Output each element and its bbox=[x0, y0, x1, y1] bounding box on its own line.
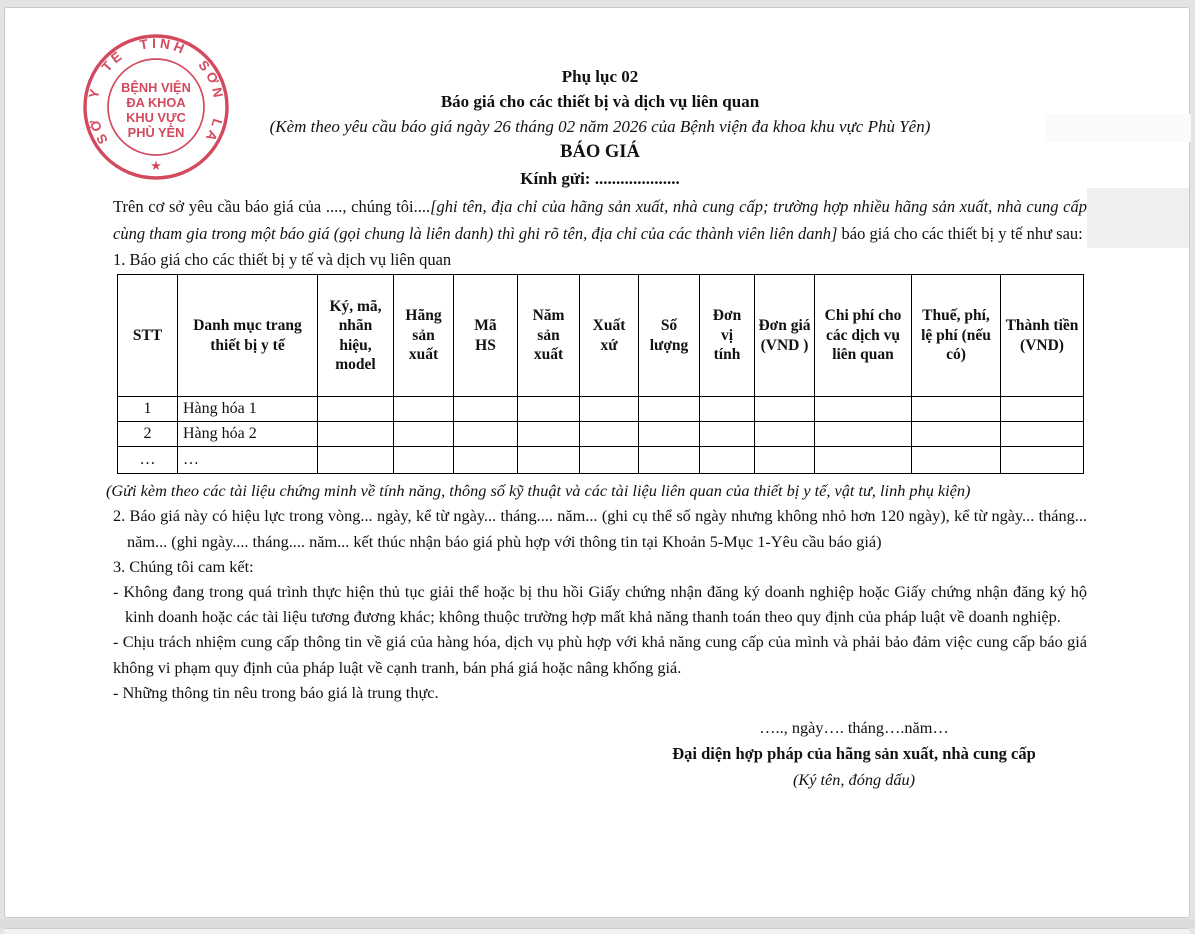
section1-heading: 1. Báo giá cho các thiết bị y tế và dịch vụ liên quan bbox=[113, 250, 452, 270]
stamp-center-line: PHÙ YÊN bbox=[127, 125, 185, 140]
document-page bbox=[4, 7, 1190, 918]
table-header-cell: Đơn vị tính bbox=[700, 275, 755, 397]
table-cell: Hàng hóa 2 bbox=[178, 422, 318, 447]
signature-instruction: (Ký tên, đóng dấu) bbox=[792, 770, 916, 790]
table-header-cell: Hãng sản xuất bbox=[394, 275, 454, 397]
table-cell bbox=[394, 397, 454, 422]
table-cell bbox=[454, 447, 518, 474]
next-page-edge bbox=[4, 928, 1190, 934]
table-cell bbox=[815, 397, 912, 422]
table-cell bbox=[454, 422, 518, 447]
signature-block bbox=[611, 715, 1097, 793]
table-cell bbox=[580, 447, 639, 474]
table-header-cell: Mã HS bbox=[454, 275, 518, 397]
quotation-title: BÁO GIÁ bbox=[560, 142, 640, 162]
table-cell bbox=[394, 422, 454, 447]
table-cell bbox=[580, 422, 639, 447]
signature-representative-line: Đại diện hợp pháp của hãng sản xuất, nhà cung cấp bbox=[672, 744, 1036, 764]
table-header-cell: Thuế, phí, lệ phí (nếu có) bbox=[912, 275, 1001, 397]
table-cell bbox=[639, 422, 700, 447]
table-header-cell: Đơn giá (VND ) bbox=[755, 275, 815, 397]
page-gap bbox=[0, 919, 1195, 928]
table-cell: … bbox=[178, 447, 318, 474]
attachment-note: (Gửi kèm theo các tài liệu chứng minh về tính năng, thông số kỹ thuật và các tài liệu liên quan của thiết bị y tế, vật tư, linh phụ kiện) bbox=[106, 481, 971, 501]
commitment-bullet-2: - Chịu trách nhiệm cung cấp thông tin về giá của hàng hóa, dịch vụ phù hợp với khả năng cung cấp của mình và phải bảo đảm việc cung cấp báo giá không vi phạm quy định của pháp luật về cạnh tranh, bán phá giá hoặc nâng khống giá. bbox=[113, 632, 1087, 677]
table-cell bbox=[580, 397, 639, 422]
table-cell bbox=[700, 422, 755, 447]
table-cell bbox=[815, 422, 912, 447]
intro-lead-text: Trên cơ sở yêu cầu báo giá của ...., chúng tôi.... bbox=[113, 197, 431, 216]
intro-italic-note: [ghi tên, địa chỉ của hãng sản xuất, nhà cung cấp; trường hợp nhiều hãng sản xuất, nhà cung cấp cùng tham gia trong một báo giá (gọi chung là liên danh) thì ghi rõ tên, địa chỉ của các thành viên liên danh] bbox=[113, 197, 1087, 243]
table-cell bbox=[394, 447, 454, 474]
table-cell bbox=[755, 397, 815, 422]
signature-date-line: ….., ngày…. tháng….năm… bbox=[759, 718, 949, 738]
table-cell: 2 bbox=[118, 422, 178, 447]
validity-clause: 2. Báo giá này có hiệu lực trong vòng... ngày, kể từ ngày... tháng.... năm... (ghi cụ thể số ngày nhưng không nhỏ hơn 120 ngày), kể từ ngày... tháng... năm... (ghi ngày.... tháng.... năm... kết thúc nhận báo giá phù hợp với thông tin tại Khoản 5-Mục 1-Yêu cầu báo giá) bbox=[113, 506, 1087, 551]
quotation-table bbox=[117, 274, 1084, 474]
table-cell bbox=[700, 447, 755, 474]
table-cell bbox=[700, 397, 755, 422]
table-header-cell: Danh mục trang thiết bị y tế bbox=[178, 275, 318, 397]
commitment-bullet-3: - Những thông tin nêu trong báo giá là trung thực. bbox=[113, 682, 439, 702]
table-cell bbox=[755, 447, 815, 474]
table-header-cell: Xuất xứ bbox=[580, 275, 639, 397]
table-cell bbox=[454, 397, 518, 422]
document-content bbox=[106, 8, 1087, 793]
intro-tail-text: báo giá cho các thiết bị y tế như sau: bbox=[837, 223, 1083, 243]
stamp-ring-text: SỞ Y TẾ TỈNH SƠN LA bbox=[85, 35, 227, 147]
table-cell bbox=[755, 422, 815, 447]
commitment-heading: 3. Chúng tôi cam kết: bbox=[113, 556, 254, 576]
table-cell bbox=[815, 447, 912, 474]
table-header-cell: Năm sản xuất bbox=[518, 275, 580, 397]
table-row bbox=[118, 422, 1084, 447]
commitment-bullet-1: - Không đang trong quá trình thực hiện thủ tục giải thể hoặc bị thu hồi Giấy chứng nhận đăng ký doanh nghiệp hoặc Giấy chứng nhận đăng ký hộ kinh doanh hoặc các tài liệu tương đương khác; không thuộc trường hợp mất khả năng thanh toán theo quy định của pháp luật về doanh nghiệp. bbox=[113, 582, 1087, 627]
table-cell bbox=[639, 447, 700, 474]
table-cell: … bbox=[118, 447, 178, 474]
table-cell: Hàng hóa 1 bbox=[178, 397, 318, 422]
table-header-cell: Số lượng bbox=[639, 275, 700, 397]
table-row bbox=[118, 397, 1084, 422]
table-header-row bbox=[118, 275, 1084, 397]
table-cell bbox=[912, 447, 1001, 474]
table-cell bbox=[318, 397, 394, 422]
table-cell bbox=[912, 422, 1001, 447]
notes-section bbox=[106, 478, 1087, 705]
stamp-center-line: ĐA KHOA bbox=[126, 95, 186, 110]
table-cell bbox=[639, 397, 700, 422]
intro-paragraph bbox=[113, 194, 1087, 247]
table-cell: 1 bbox=[118, 397, 178, 422]
stamp-star-icon: ★ bbox=[150, 158, 162, 173]
table-cell bbox=[518, 447, 580, 474]
table-cell bbox=[912, 397, 1001, 422]
document-header bbox=[113, 64, 1087, 192]
table-header-cell: Thành tiền (VND) bbox=[1001, 275, 1084, 397]
table-cell bbox=[518, 397, 580, 422]
table-cell bbox=[518, 422, 580, 447]
table-cell bbox=[1001, 397, 1084, 422]
table-header-cell: Ký, mã, nhãn hiệu, model bbox=[318, 275, 394, 397]
document-title: Báo giá cho các thiết bị và dịch vụ liên quan bbox=[440, 92, 760, 111]
table-header-cell: STT bbox=[118, 275, 178, 397]
highlight-band-paragraph bbox=[1087, 188, 1189, 248]
stamp-center-line: BỆNH VIỆN bbox=[121, 80, 191, 95]
table-cell bbox=[318, 422, 394, 447]
stamp-center-line: KHU VỰC bbox=[126, 110, 186, 125]
table-cell bbox=[318, 447, 394, 474]
table-cell bbox=[1001, 447, 1084, 474]
table-row bbox=[118, 447, 1084, 474]
salutation-line: Kính gửi: .................... bbox=[520, 169, 680, 188]
appendix-label: Phụ lục 02 bbox=[561, 67, 639, 86]
document-subtitle: (Kèm theo yêu cầu báo giá ngày 26 tháng 02 năm 2026 của Bệnh viện đa khoa khu vực Phù Yên) bbox=[269, 117, 931, 136]
table-cell bbox=[1001, 422, 1084, 447]
table-header-cell: Chi phí cho các dịch vụ liên quan bbox=[815, 275, 912, 397]
